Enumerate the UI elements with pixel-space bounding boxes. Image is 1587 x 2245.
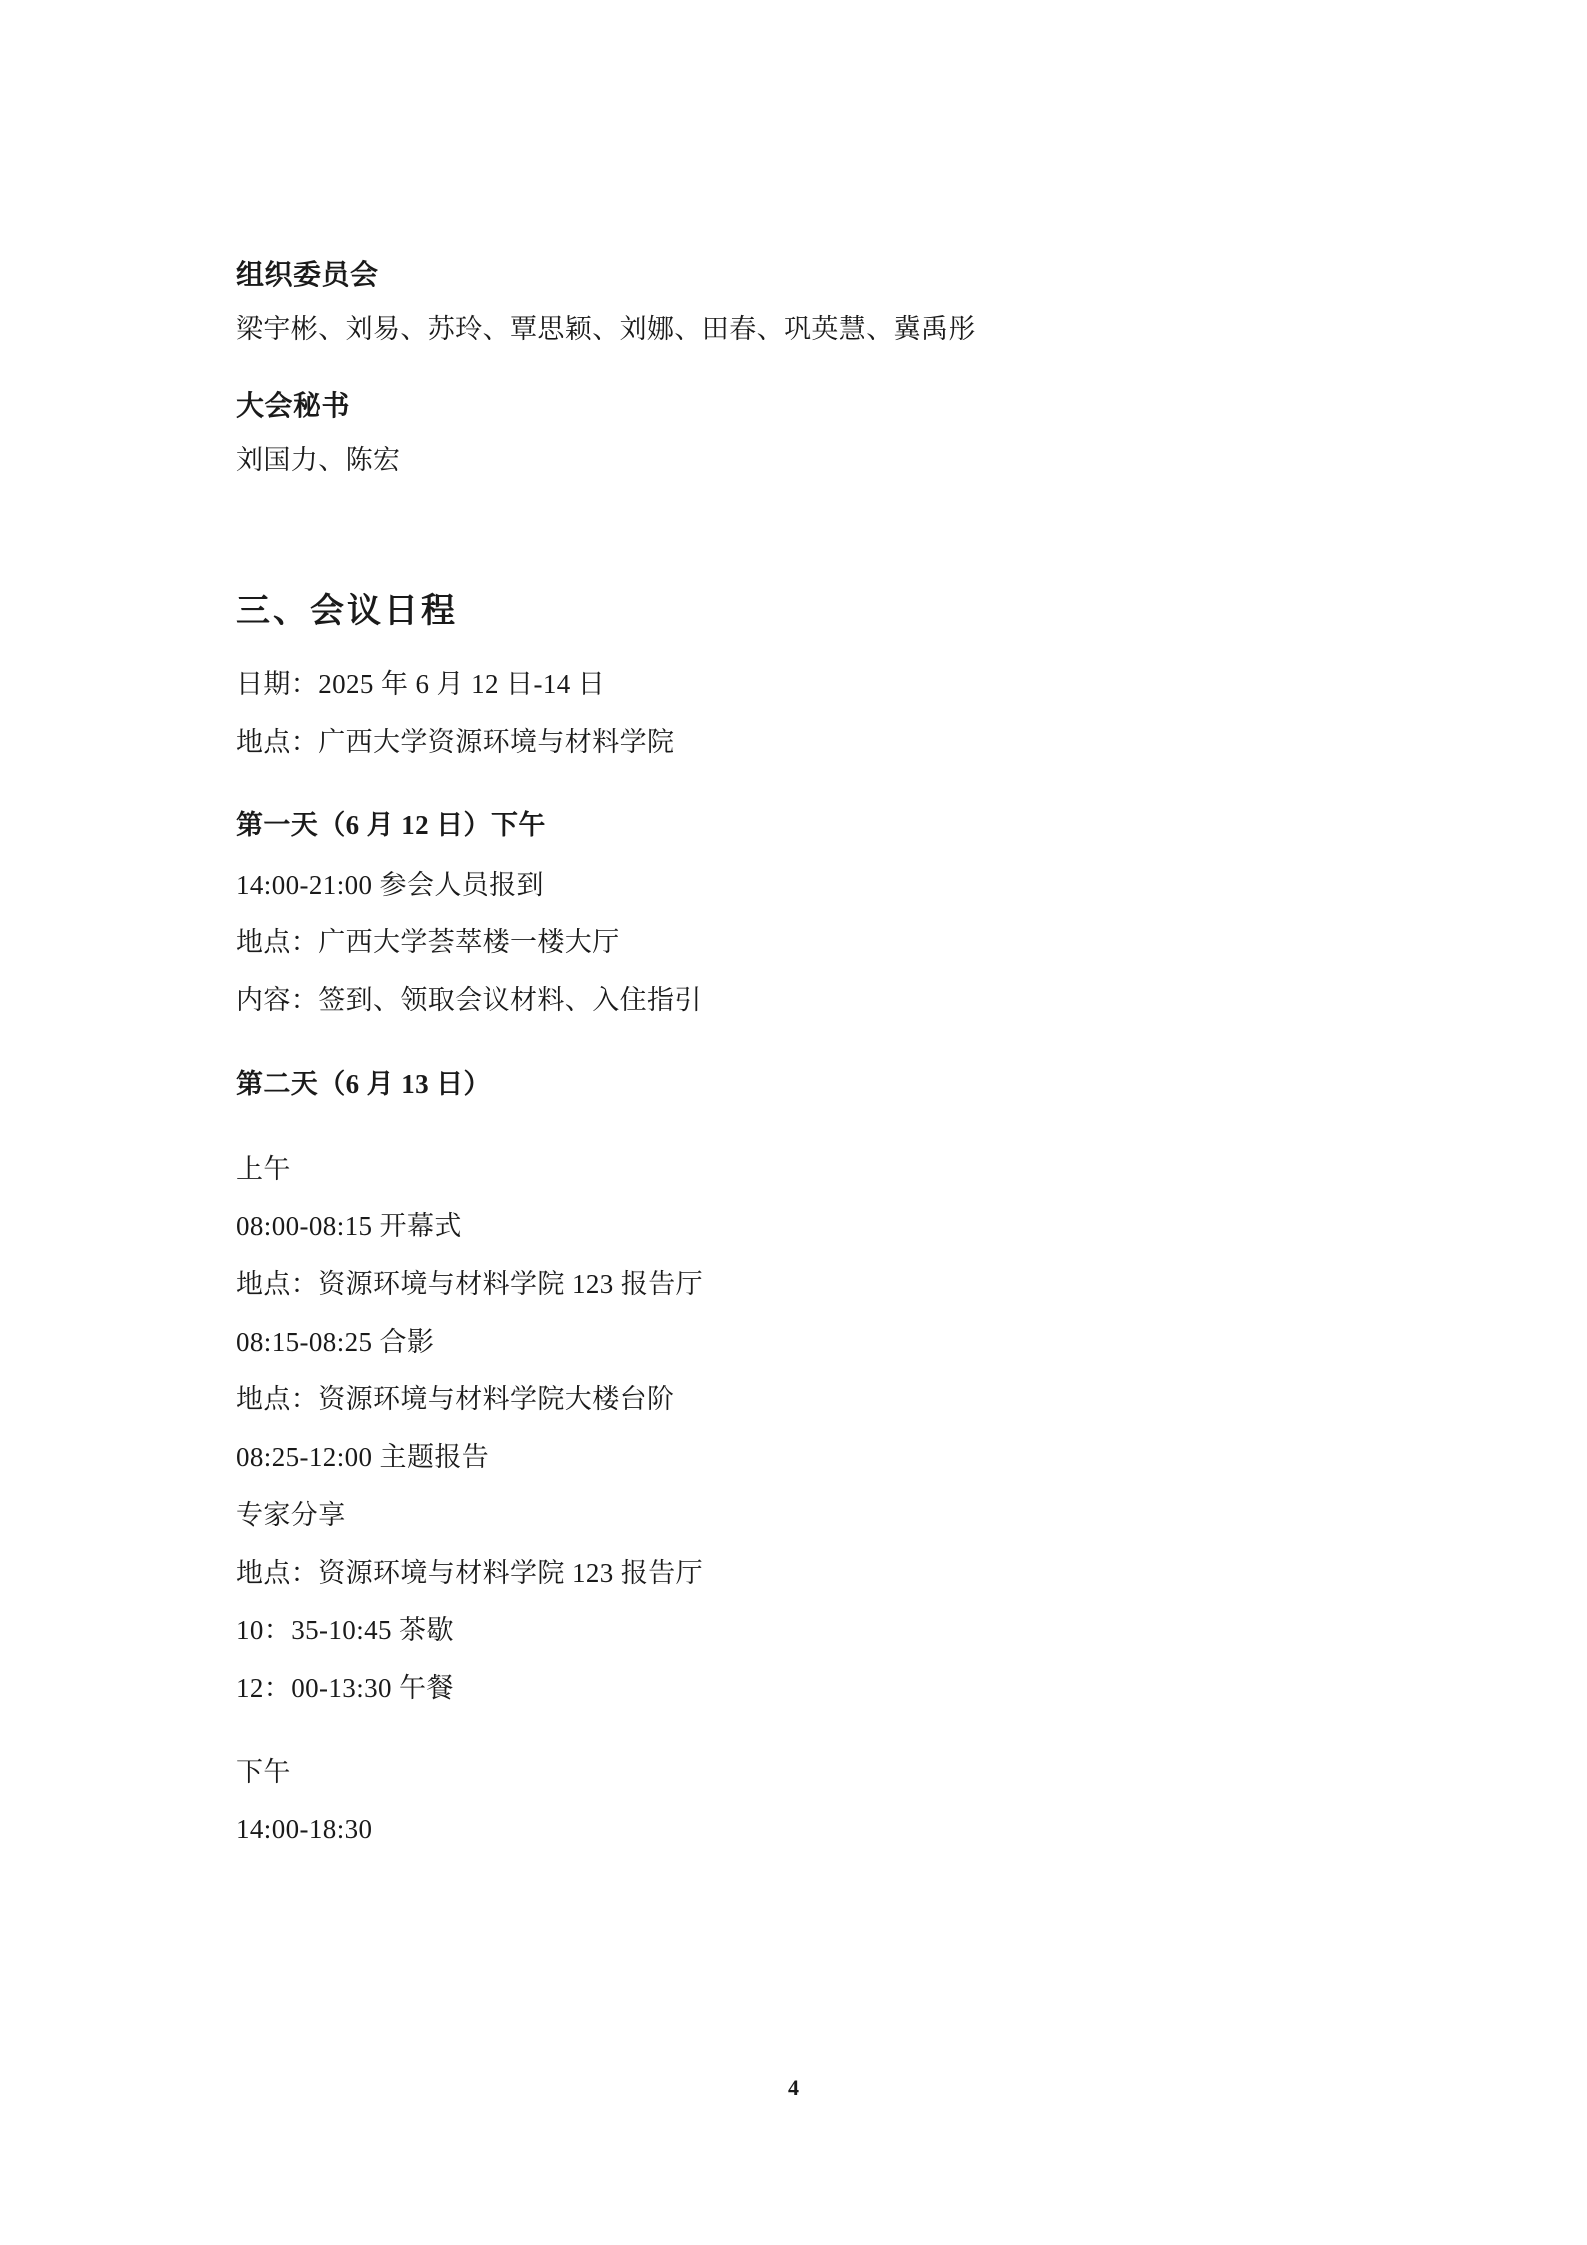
agenda-venue-line: 地点：广西大学资源环境与材料学院 — [236, 726, 675, 757]
secretary-title: 大会秘书 — [236, 390, 351, 422]
spacer-before-day1 — [236, 778, 1356, 804]
day2-morning-label: 上午 — [236, 1154, 291, 1185]
spacer-before-agenda — [236, 490, 1356, 586]
organizing-committee-section — [236, 255, 1356, 350]
day2-morning-line-8: 10：35-10:45 茶歇 — [236, 1615, 454, 1646]
day2-morning-line-4: 地点：资源环境与材料学院大楼台阶 — [236, 1384, 675, 1415]
agenda-date-line: 日期：2025 年 6 月 12 日-14 日 — [236, 669, 606, 699]
day1-line-2: 地点：广西大学荟萃楼一楼大厅 — [236, 927, 620, 958]
secretary-section — [236, 386, 1356, 481]
day1-line-3: 内容：签到、领取会议材料、入住指引 — [236, 985, 702, 1016]
day2-title: 第二天（6 月 13 日） — [236, 1068, 491, 1099]
spacer-after-committee — [236, 360, 1356, 386]
day2-morning-line-3: 08:15-08:25 合影 — [236, 1326, 435, 1357]
spacer-before-morning — [236, 1122, 1356, 1148]
organizing-committee-title: 组织委员会 — [236, 260, 379, 291]
day2-morning-line-2: 地点：资源环境与材料学院 123 报告厅 — [236, 1268, 703, 1299]
organizing-committee-members: 梁宇彬、刘易、苏玲、覃思颖、刘娜、田春、巩英慧、冀禹彤 — [236, 314, 976, 344]
spacer-before-afternoon — [236, 1725, 1356, 1751]
day2-afternoon-label: 下午 — [236, 1756, 291, 1787]
secretary-members: 刘国力、陈宏 — [236, 444, 401, 475]
day1-title: 第一天（6 月 12 日）下午 — [236, 810, 546, 841]
agenda-section-title: 三、会议日程 — [236, 593, 458, 630]
day1-line-1: 14:00-21:00 参会人员报到 — [236, 869, 544, 900]
day2-afternoon-line-1: 14:00-18:30 — [236, 1814, 373, 1845]
document-body — [236, 255, 1356, 1866]
day2-morning-line-5: 08:25-12:00 主题报告 — [236, 1442, 490, 1473]
day2-morning-line-7: 地点：资源环境与材料学院 123 报告厅 — [236, 1557, 703, 1588]
page-number: 4 — [788, 2075, 799, 2100]
day2-morning-line-6: 专家分享 — [236, 1499, 346, 1530]
agenda-section — [236, 586, 1356, 1852]
day2-morning-line-1: 08:00-08:15 开幕式 — [236, 1211, 462, 1242]
spacer-before-day2 — [236, 1037, 1356, 1063]
day2-morning-line-9: 12：00-13:30 午餐 — [236, 1673, 454, 1704]
